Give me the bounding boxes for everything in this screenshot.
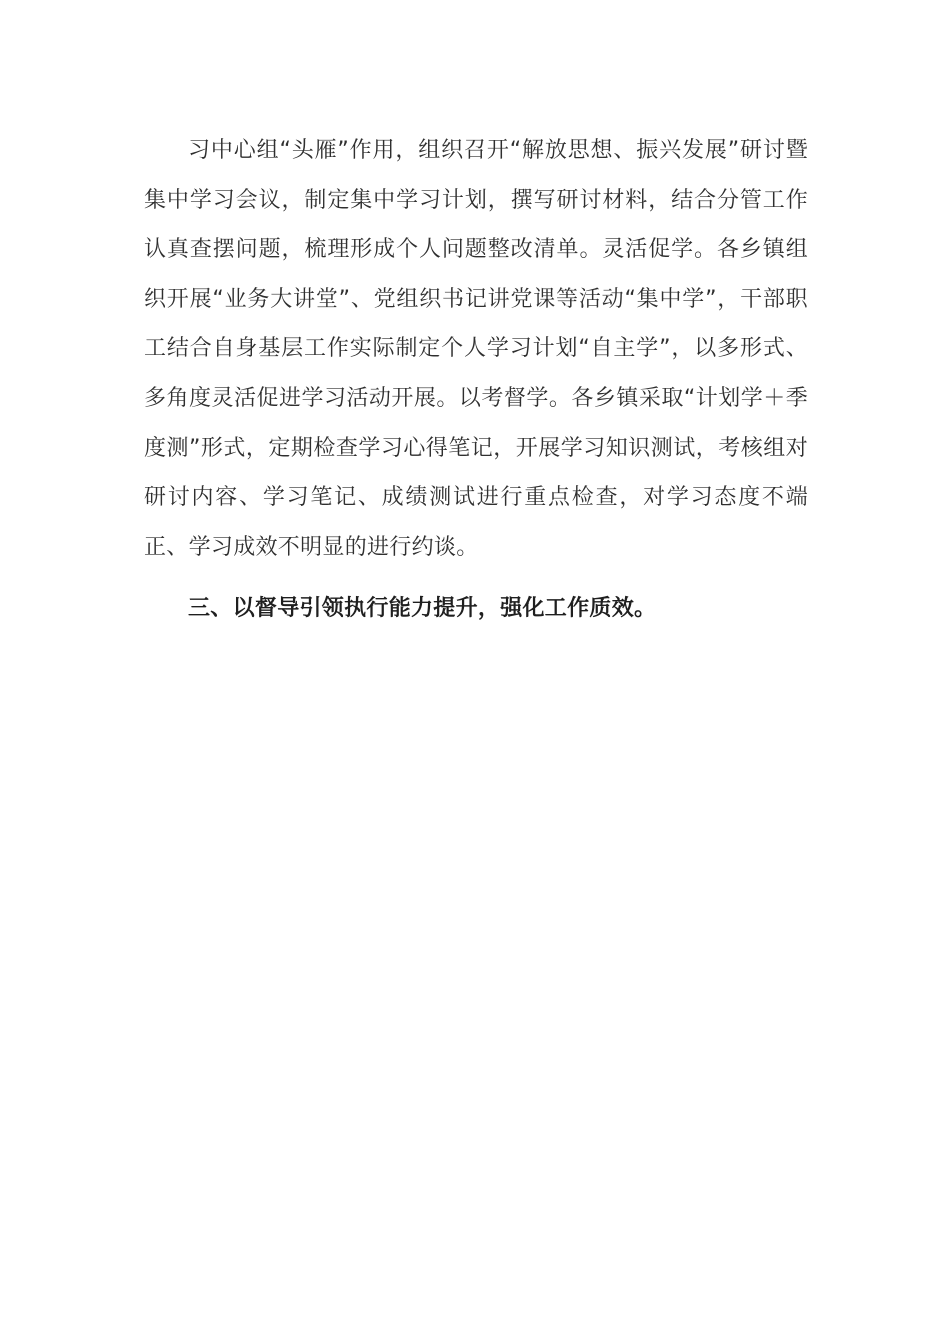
body-paragraph: 习中心组“头雁”作用，组织召开“解放思想、振兴发展”研讨暨集中学习会议，制定集中学习计划，撰写研讨材料，结合分管工作认真查摆问题，梳理形成个人问题整改清单。灵活促学。各乡镇组织开展“业务大讲堂”、党组织书记讲党课等活动“集中学”，干部职工结合自身基层工作实际制定个人学习计划“自主学”，以多形式、多角度灵活促进学习活动开展。以考督学。各乡镇采取“计划学＋季度测”形式，定期检查学习心得笔记，开展学习知识测试，考核组对研讨内容、学习笔记、成绩测试进行重点检查，对学习态度不端正、学习成效不明显的进行约谈。 <box>144 138 808 560</box>
document-body <box>144 126 808 634</box>
section-heading: 三、以督导引领执行能力提升，强化工作质效。 <box>188 596 657 622</box>
